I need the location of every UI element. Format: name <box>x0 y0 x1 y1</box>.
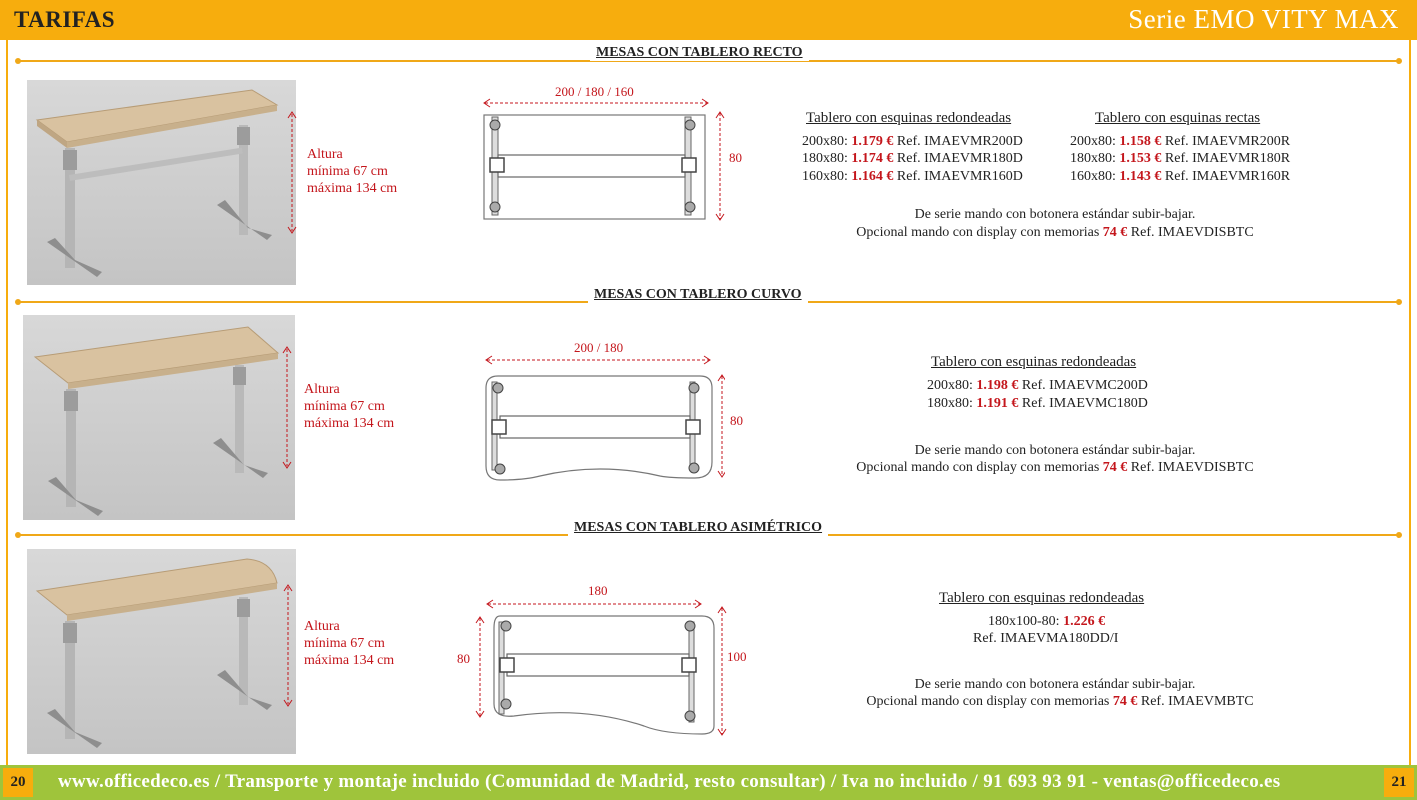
optional-control-note: Opcional mando con display con memorias 74 € Ref. IMAEVDISBTC <box>856 460 1254 475</box>
column-head-rounded: Tablero con esquinas redondeadas <box>806 110 1012 126</box>
section-title-curvo: MESAS CON TABLERO CURVO <box>588 287 808 303</box>
height-label-line: Altura <box>307 147 343 162</box>
height-label-line: máxima 134 cm <box>304 653 395 668</box>
section-title-recto: MESAS CON TABLERO RECTO <box>590 45 809 61</box>
price-row: 200x80: 1.158 € Ref. IMAEVMR200R <box>1070 134 1291 149</box>
left-frame-line <box>6 40 8 765</box>
price-row: 200x80: 1.179 € Ref. IMAEVMR200D <box>802 134 1023 149</box>
desk-photo-asimetrico <box>27 549 296 754</box>
height-label-line: mínima 67 cm <box>304 636 385 651</box>
column-head-straight: Tablero con esquinas rectas <box>1095 110 1261 126</box>
height-label-asimetrico <box>304 618 394 669</box>
section-rule-dot <box>1396 532 1402 538</box>
height-label-line: Altura <box>304 382 340 397</box>
page-number-left: 20 <box>3 768 33 797</box>
height-label-line: máxima 134 cm <box>307 181 398 196</box>
depth-dimension: 80 <box>730 413 743 428</box>
depth-left-dimension: 80 <box>457 651 470 666</box>
price-reference: Ref. IMAEVMA180DD/I <box>973 631 1119 646</box>
price-row: 200x80: 1.198 € Ref. IMAEVMC200D <box>927 378 1148 393</box>
series-title: Serie EMO VITY MAX <box>1128 4 1399 34</box>
standard-control-note: De serie mando con botonera estándar subir-bajar. <box>914 207 1196 222</box>
price-row: 160x80: 1.143 € Ref. IMAEVMR160R <box>1070 169 1291 184</box>
plan-drawing-curvo <box>480 352 725 487</box>
price-row: 180x80: 1.191 € Ref. IMAEVMC180D <box>927 396 1148 411</box>
height-arrow <box>282 583 294 708</box>
price-row: 180x100-80: 1.226 € <box>988 614 1106 629</box>
footer-bar <box>0 765 1417 800</box>
section-rule-dot <box>1396 299 1402 305</box>
optional-control-note: Opcional mando con display con memorias 74 € Ref. IMAEVDISBTC <box>856 225 1254 240</box>
standard-control-note: De serie mando con botonera estándar subir-bajar. <box>914 443 1196 458</box>
depth-right-dimension: 100 <box>727 649 747 664</box>
height-label-line: Altura <box>304 619 340 634</box>
column-head-rounded: Tablero con esquinas redondeadas <box>931 354 1137 370</box>
height-label-recto <box>307 146 397 197</box>
section-title-asimetrico: MESAS CON TABLERO ASIMÉTRICO <box>568 520 828 536</box>
right-frame-line <box>1409 40 1411 765</box>
column-head-rounded: Tablero con esquinas redondeadas <box>939 590 1145 606</box>
price-row: 180x80: 1.174 € Ref. IMAEVMR180D <box>802 151 1023 166</box>
width-dimension: 200 / 180 <box>574 340 624 355</box>
standard-control-note: De serie mando con botonera estándar subir-bajar. <box>914 677 1196 692</box>
page-title: TARIFAS <box>14 7 116 32</box>
height-label-line: mínima 67 cm <box>304 399 385 414</box>
price-row: 160x80: 1.164 € Ref. IMAEVMR160D <box>802 169 1023 184</box>
height-label-line: mínima 67 cm <box>307 164 388 179</box>
height-label-line: máxima 134 cm <box>304 416 395 431</box>
page-number-right: 21 <box>1384 768 1414 797</box>
desk-photo-recto <box>27 80 296 285</box>
plan-drawing-recto <box>480 95 725 225</box>
header-bar <box>0 0 1417 40</box>
footer-contact-text: www.officedeco.es / Transporte y montaje incluido (Comunidad de Madrid, resto consultar) / Iva no incluido / 91 693 93 91 - ventas@officedeco.es <box>58 771 1281 792</box>
price-row: 180x80: 1.153 € Ref. IMAEVMR180R <box>1070 151 1291 166</box>
depth-dimension: 80 <box>729 150 742 165</box>
optional-control-note: Opcional mando con display con memorias 74 € Ref. IMAEVMBTC <box>866 694 1254 709</box>
plan-drawing-asimetrico <box>474 594 729 739</box>
section-rule-dot <box>1396 58 1402 64</box>
width-dimension: 200 / 180 / 160 <box>555 84 634 99</box>
height-arrow <box>281 345 293 470</box>
width-dimension: 180 <box>588 583 608 598</box>
height-arrow <box>286 110 298 235</box>
desk-photo-curvo <box>23 315 295 520</box>
height-label-curvo <box>304 381 394 432</box>
